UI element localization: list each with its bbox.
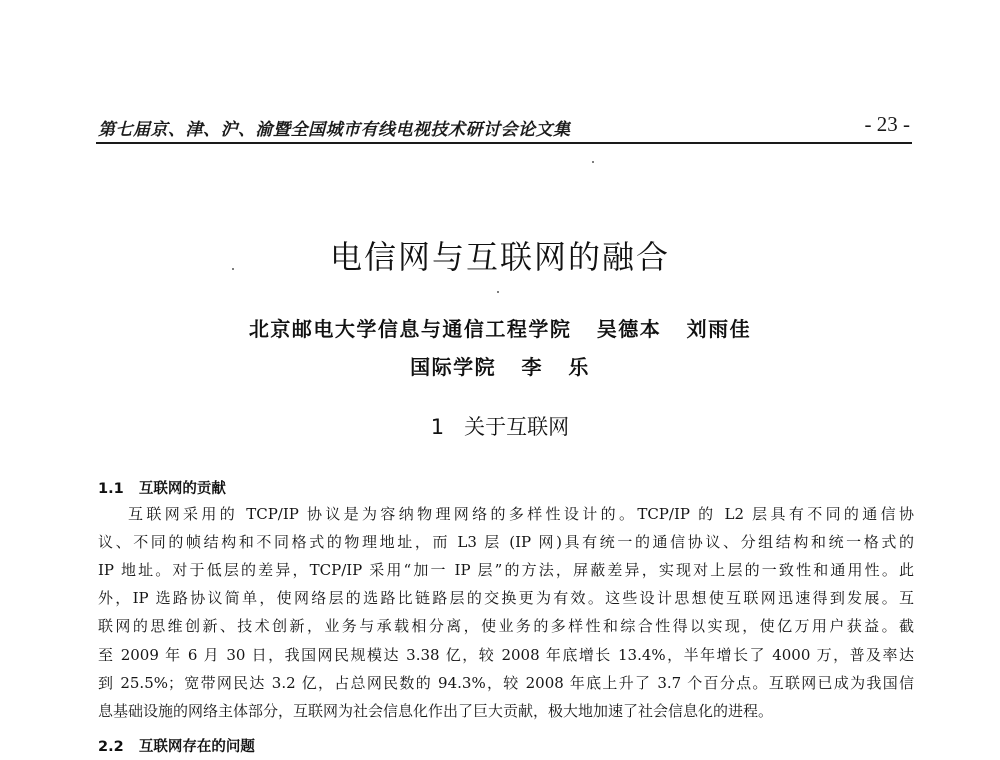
paragraph-line: 到 25.5%；宽带网民达 3.2 亿，占总网民数的 94.3%，较 2008 年底上升了 3.7 个百分点。互联网已成为我国信	[98, 674, 914, 692]
paragraph-line: 息基础设施的网络主体部分，互联网为社会信息化作出了巨大贡献，极大地加速了社会信息化的进程。	[98, 702, 774, 720]
running-header	[96, 112, 912, 144]
paragraph-line: 议、不同的帧结构和不同格式的物理地址，而 L3 层 (IP 网)具有统一的通信协议、分组结构和统一格式的	[98, 533, 914, 551]
paragraph-line: 至 2009 年 6 月 30 日，我国网民规模达 3.38 亿，较 2008 年底增长 13.4%，半年增长了 4000 万，普及率达	[98, 646, 914, 664]
paragraph-line: IP 地址。对于低层的差异，TCP/IP 采用“加一 IP 层”的方法，屏蔽差异，实现对上层的一致性和通用性。此	[98, 561, 914, 579]
subsection-heading-2-2: 2.2 互联网存在的问题	[98, 739, 255, 755]
paragraph-line: 互联网采用的 TCP/IP 协议是为容纳物理网络的多样性设计的。TCP/IP 的 L2 层具有不同的通信协	[128, 505, 914, 523]
page-number: - 23 -	[864, 112, 910, 136]
scan-speck	[592, 161, 594, 163]
author-affiliation-line-2: 国际学院 李 乐	[410, 355, 590, 379]
scan-speck	[497, 291, 499, 293]
subsection-heading-1-1: 1.1 互联网的贡献	[98, 481, 226, 497]
author-affiliation-line-1: 北京邮电大学信息与通信工程学院 吴德本 刘雨佳	[248, 317, 752, 341]
running-title: 第七届京、津、沪、渝暨全国城市有线电视技术研讨会论文集	[98, 120, 571, 140]
paper-title: 电信网与互联网的融合	[329, 238, 670, 276]
paragraph-line: 外，IP 选路协议简单，使网络层的选路比链路层的交换更为有效。这些设计思想使互联网迅速得到发展。互	[98, 589, 914, 607]
section-heading: 1 关于互联网	[430, 415, 570, 439]
paragraph-line: 联网的思维创新、技术创新，业务与承载相分离，使业务的多样性和综合性得以实现，使亿万用户获益。截	[98, 617, 914, 635]
